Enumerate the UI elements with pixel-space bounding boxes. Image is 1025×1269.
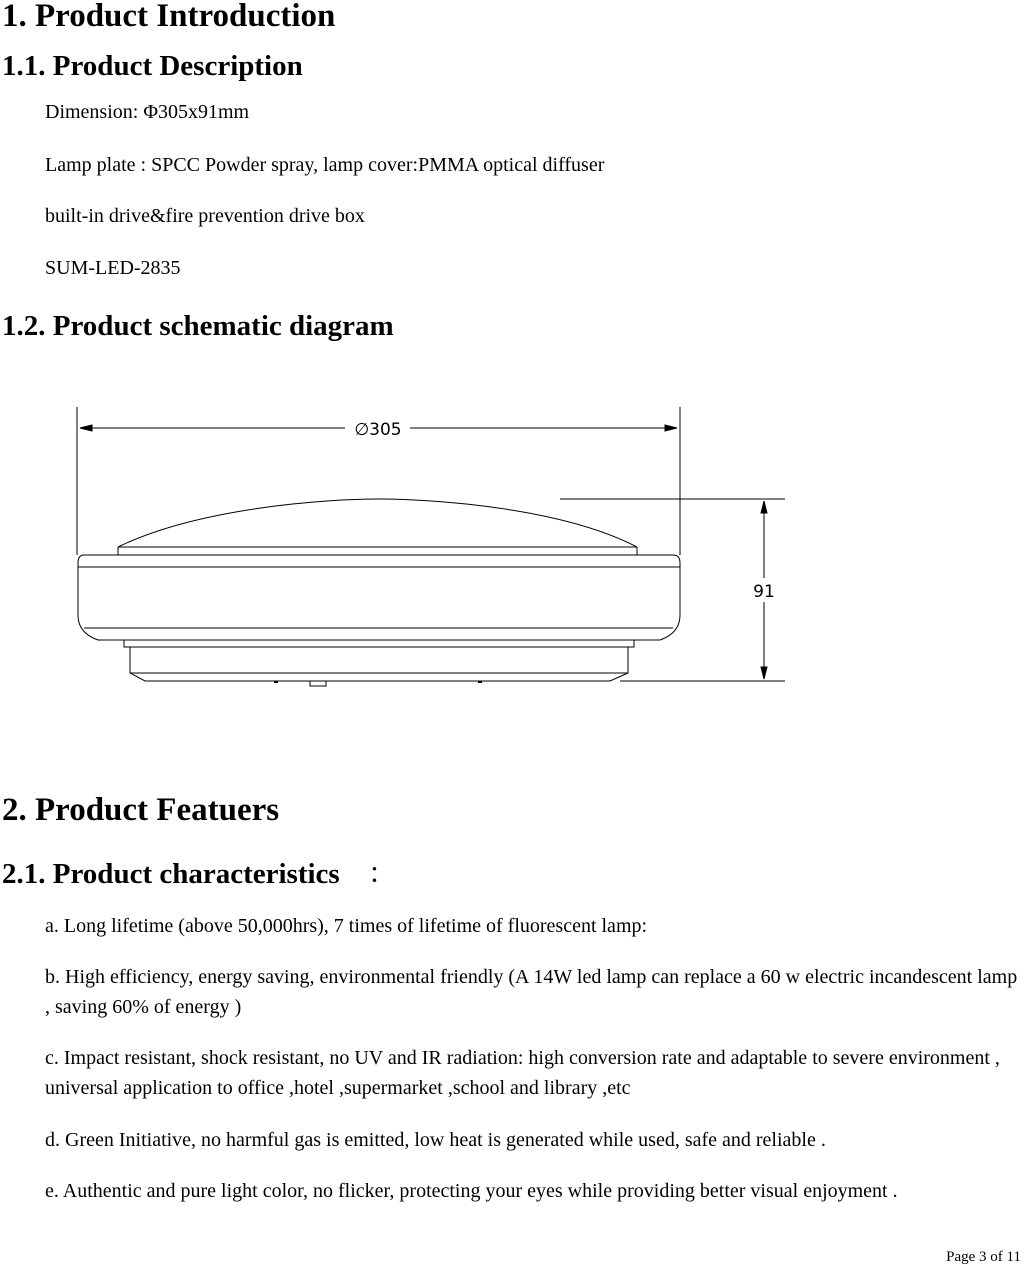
dimension-line: Dimension: Φ305x91mm: [45, 101, 250, 123]
product-characteristics-title: [2, 856, 397, 890]
characteristic-item-e: e. Authentic and pure light color, no flicker, protecting your eyes while providing better visual enjoyment .: [45, 1180, 898, 1202]
lamp-base-ring: [124, 640, 634, 647]
diameter-arrow-left: [80, 425, 92, 431]
section-1-title: 1. Product Introduction: [2, 0, 336, 34]
lamp-base: [130, 647, 628, 681]
product-characteristics-title-text: 2.1. Product characteristics: [2, 858, 340, 890]
lamp-dome: [118, 499, 637, 547]
diameter-arrow-right: [665, 425, 677, 431]
led-model-line: SUM-LED-2835: [45, 257, 181, 279]
product-description-title: 1.1. Product Description: [2, 50, 303, 82]
drive-box-line: built-in drive&fire prevention drive box: [45, 205, 365, 227]
schematic-diagram-title: 1.2. Product schematic diagram: [2, 310, 394, 342]
section-2-title: 2. Product Featuers: [2, 792, 280, 828]
lamp-body: [78, 555, 680, 640]
diameter-label: ∅305: [354, 420, 402, 440]
material-line: Lamp plate : SPCC Powder spray, lamp cover:PMMA optical diffuser: [45, 154, 605, 176]
page-number: Page 3 of 11: [946, 1249, 1021, 1265]
characteristic-item-a: a. Long lifetime (above 50,000hrs), 7 times of lifetime of fluorescent lamp:: [45, 915, 648, 937]
lamp-schematic-diagram: [0, 395, 800, 695]
characteristic-item-b: b. High efficiency, energy saving, environmental friendly (A 14W led lamp can replace a 60 w electric incandescent lamp , saving 60% of energy ): [45, 966, 1018, 1018]
characteristic-item-d: d. Green Initiative, no harmful gas is emitted, low heat is generated while used, safe and reliable .: [45, 1129, 826, 1151]
height-arrow-top: [761, 501, 767, 513]
characteristic-item-c: c. Impact resistant, shock resistant, no UV and IR radiation: high conversion rate and adaptable to severe environment , universal application to office ,hotel ,supermarket ,school and library ,etc: [45, 1047, 1000, 1099]
characteristics-colon: ：: [367, 856, 397, 890]
height-label: 91: [753, 582, 775, 602]
height-arrow-bottom: [761, 667, 767, 679]
